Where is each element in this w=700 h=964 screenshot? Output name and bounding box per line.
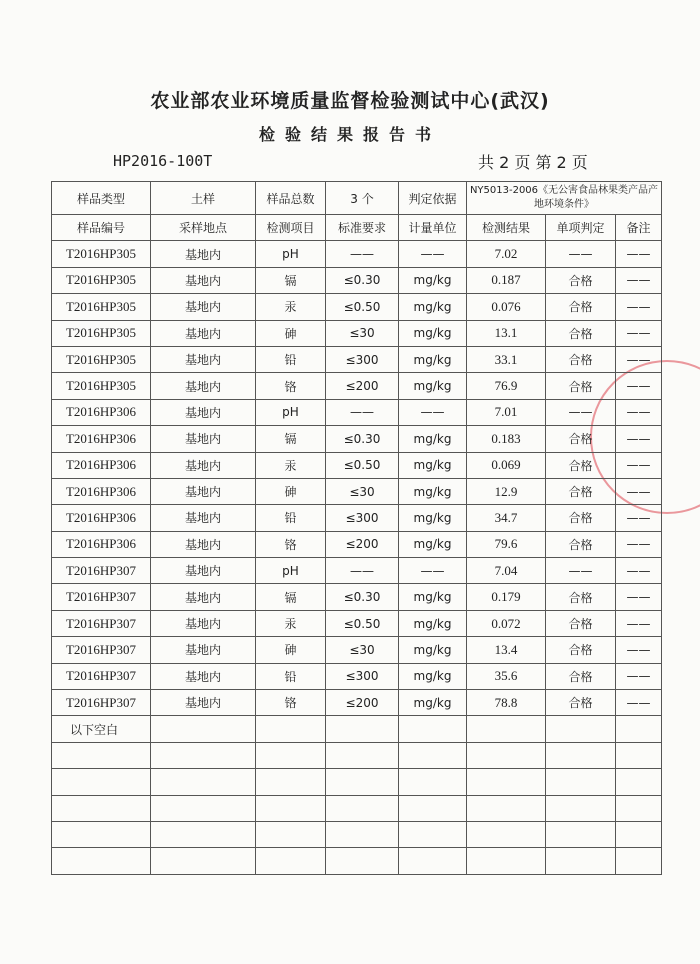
table-cell bbox=[399, 742, 467, 768]
table-cell: 汞 bbox=[256, 294, 326, 320]
table-cell: ≤30 bbox=[326, 320, 399, 346]
table-cell: 基地内 bbox=[151, 452, 256, 478]
header-row-1 bbox=[52, 182, 662, 215]
table-cell bbox=[326, 769, 399, 795]
table-cell: 镉 bbox=[256, 584, 326, 610]
table-cell: 合格 bbox=[546, 373, 616, 399]
table-cell: 基地内 bbox=[151, 267, 256, 293]
table-cell: 0.183 bbox=[467, 426, 546, 452]
results-table bbox=[51, 181, 662, 875]
empty-row bbox=[52, 769, 662, 795]
table-cell: mg/kg bbox=[399, 373, 467, 399]
table-cell: —— bbox=[616, 610, 662, 636]
table-cell bbox=[616, 848, 662, 874]
table-cell: 合格 bbox=[546, 505, 616, 531]
table-cell: T2016HP307 bbox=[52, 690, 151, 716]
table-cell: 砷 bbox=[256, 637, 326, 663]
table-cell bbox=[256, 769, 326, 795]
table-row bbox=[52, 558, 662, 584]
table-cell: mg/kg bbox=[399, 478, 467, 504]
table-cell: mg/kg bbox=[399, 663, 467, 689]
table-cell: —— bbox=[616, 346, 662, 372]
table-cell: 0.069 bbox=[467, 452, 546, 478]
table-cell: —— bbox=[546, 399, 616, 425]
table-cell: T2016HP305 bbox=[52, 241, 151, 267]
table-cell: 76.9 bbox=[467, 373, 546, 399]
table-cell: T2016HP306 bbox=[52, 531, 151, 557]
table-cell: 铬 bbox=[256, 690, 326, 716]
col-header: 标准要求 bbox=[326, 215, 399, 241]
page-info: 共 2 页 第 2 页 bbox=[478, 153, 588, 172]
table-cell: 基地内 bbox=[151, 505, 256, 531]
table-cell: T2016HP307 bbox=[52, 637, 151, 663]
table-cell: T2016HP306 bbox=[52, 399, 151, 425]
table-row bbox=[52, 373, 662, 399]
table-cell: 基地内 bbox=[151, 531, 256, 557]
table-cell: —— bbox=[616, 505, 662, 531]
table-cell bbox=[616, 716, 662, 742]
table-row bbox=[52, 505, 662, 531]
table-cell: ≤200 bbox=[326, 690, 399, 716]
table-cell: 基地内 bbox=[151, 373, 256, 399]
table-cell: mg/kg bbox=[399, 320, 467, 346]
sample-type-value: 土样 bbox=[151, 182, 256, 215]
table-cell: mg/kg bbox=[399, 452, 467, 478]
table-row bbox=[52, 637, 662, 663]
table-cell: 合格 bbox=[546, 426, 616, 452]
table-cell bbox=[546, 769, 616, 795]
table-cell: mg/kg bbox=[399, 610, 467, 636]
table-cell: —— bbox=[546, 241, 616, 267]
table-cell: pH bbox=[256, 241, 326, 267]
table-cell: ≤200 bbox=[326, 531, 399, 557]
blank-note: 以下空白 bbox=[52, 716, 151, 742]
table-cell: —— bbox=[616, 531, 662, 557]
table-cell: ≤0.30 bbox=[326, 584, 399, 610]
table-cell: mg/kg bbox=[399, 426, 467, 452]
table-cell: T2016HP306 bbox=[52, 452, 151, 478]
table-cell: —— bbox=[399, 241, 467, 267]
table-cell: 铅 bbox=[256, 346, 326, 372]
col-header: 备注 bbox=[616, 215, 662, 241]
table-cell: 合格 bbox=[546, 346, 616, 372]
table-cell: —— bbox=[616, 452, 662, 478]
table-cell bbox=[616, 795, 662, 821]
table-cell: ≤30 bbox=[326, 478, 399, 504]
org-title: 农业部农业环境质量监督检验测试中心(武汉) bbox=[150, 90, 550, 112]
table-cell: 7.01 bbox=[467, 399, 546, 425]
table-cell: 基地内 bbox=[151, 690, 256, 716]
table-cell bbox=[616, 821, 662, 847]
col-header: 检测结果 bbox=[467, 215, 546, 241]
table-cell bbox=[467, 769, 546, 795]
table-cell bbox=[399, 821, 467, 847]
table-cell: —— bbox=[616, 690, 662, 716]
table-cell: —— bbox=[326, 558, 399, 584]
basis-label: 判定依据 bbox=[399, 182, 467, 215]
table-cell: 基地内 bbox=[151, 558, 256, 584]
table-cell: T2016HP305 bbox=[52, 346, 151, 372]
table-cell bbox=[399, 769, 467, 795]
table-row bbox=[52, 346, 662, 372]
empty-row bbox=[52, 821, 662, 847]
table-cell bbox=[151, 848, 256, 874]
empty-row bbox=[52, 742, 662, 768]
table-cell: —— bbox=[616, 294, 662, 320]
table-row bbox=[52, 267, 662, 293]
report-number: HP2016-100T bbox=[113, 152, 213, 170]
table-cell: 33.1 bbox=[467, 346, 546, 372]
table-cell: 12.9 bbox=[467, 478, 546, 504]
table-cell: mg/kg bbox=[399, 531, 467, 557]
empty-row bbox=[52, 848, 662, 874]
table-cell bbox=[546, 821, 616, 847]
table-row bbox=[52, 294, 662, 320]
table-cell: 0.187 bbox=[467, 267, 546, 293]
table-cell: ≤30 bbox=[326, 637, 399, 663]
table-cell: ≤0.50 bbox=[326, 610, 399, 636]
col-header: 计量单位 bbox=[399, 215, 467, 241]
table-cell: 合格 bbox=[546, 452, 616, 478]
table-cell: —— bbox=[326, 399, 399, 425]
table-cell bbox=[399, 716, 467, 742]
table-cell bbox=[326, 795, 399, 821]
table-cell bbox=[52, 795, 151, 821]
table-cell: 合格 bbox=[546, 584, 616, 610]
table-cell bbox=[399, 795, 467, 821]
table-cell: 13.1 bbox=[467, 320, 546, 346]
table-cell: 基地内 bbox=[151, 399, 256, 425]
table-cell: ≤300 bbox=[326, 346, 399, 372]
table-cell: —— bbox=[616, 320, 662, 346]
table-cell: 基地内 bbox=[151, 663, 256, 689]
table-cell: —— bbox=[616, 267, 662, 293]
table-cell bbox=[151, 821, 256, 847]
table-cell bbox=[52, 769, 151, 795]
table-cell: 基地内 bbox=[151, 320, 256, 346]
table-cell bbox=[151, 716, 256, 742]
table-cell: 基地内 bbox=[151, 346, 256, 372]
table-row bbox=[52, 426, 662, 452]
table-cell bbox=[546, 742, 616, 768]
table-cell: ≤0.30 bbox=[326, 267, 399, 293]
table-cell: 基地内 bbox=[151, 294, 256, 320]
table-cell: 0.072 bbox=[467, 610, 546, 636]
table-cell: 砷 bbox=[256, 320, 326, 346]
table-cell: —— bbox=[616, 373, 662, 399]
table-cell: 34.7 bbox=[467, 505, 546, 531]
table-cell: —— bbox=[616, 241, 662, 267]
report-title: 检验结果报告书 bbox=[258, 125, 441, 144]
table-cell bbox=[151, 795, 256, 821]
table-row bbox=[52, 584, 662, 610]
table-cell: 合格 bbox=[546, 637, 616, 663]
table-cell: —— bbox=[546, 558, 616, 584]
table-cell: pH bbox=[256, 399, 326, 425]
table-cell: 汞 bbox=[256, 452, 326, 478]
sample-total-label: 样品总数 bbox=[256, 182, 326, 215]
table-cell: ≤0.30 bbox=[326, 426, 399, 452]
table-cell bbox=[546, 795, 616, 821]
table-cell bbox=[326, 742, 399, 768]
table-cell: T2016HP305 bbox=[52, 320, 151, 346]
table-cell: —— bbox=[616, 399, 662, 425]
col-header: 样品编号 bbox=[52, 215, 151, 241]
table-cell: 35.6 bbox=[467, 663, 546, 689]
table-cell: —— bbox=[616, 637, 662, 663]
table-cell: 镉 bbox=[256, 426, 326, 452]
table-cell bbox=[616, 769, 662, 795]
col-header: 检测项目 bbox=[256, 215, 326, 241]
table-cell: —— bbox=[326, 241, 399, 267]
table-cell: ≤0.50 bbox=[326, 294, 399, 320]
table-cell: T2016HP307 bbox=[52, 584, 151, 610]
col-header: 采样地点 bbox=[151, 215, 256, 241]
table-row bbox=[52, 320, 662, 346]
table-row bbox=[52, 452, 662, 478]
table-cell: 79.6 bbox=[467, 531, 546, 557]
table-cell: T2016HP306 bbox=[52, 505, 151, 531]
table-cell: mg/kg bbox=[399, 346, 467, 372]
table-cell: —— bbox=[616, 663, 662, 689]
table-cell: 13.4 bbox=[467, 637, 546, 663]
table-cell bbox=[52, 821, 151, 847]
table-cell: T2016HP305 bbox=[52, 373, 151, 399]
table-cell bbox=[256, 821, 326, 847]
table-cell: mg/kg bbox=[399, 294, 467, 320]
table-cell: 7.02 bbox=[467, 241, 546, 267]
table-cell: 合格 bbox=[546, 294, 616, 320]
table-cell: 合格 bbox=[546, 478, 616, 504]
table-cell bbox=[326, 716, 399, 742]
sample-total-value: 3 个 bbox=[326, 182, 399, 215]
header-row-2 bbox=[52, 215, 662, 241]
table-cell: mg/kg bbox=[399, 267, 467, 293]
table-row bbox=[52, 399, 662, 425]
table-cell: ≤0.50 bbox=[326, 452, 399, 478]
table-cell bbox=[616, 742, 662, 768]
table-cell bbox=[467, 795, 546, 821]
table-cell: 合格 bbox=[546, 610, 616, 636]
table-cell: mg/kg bbox=[399, 505, 467, 531]
table-row bbox=[52, 663, 662, 689]
table-cell: 铬 bbox=[256, 531, 326, 557]
table-cell bbox=[399, 848, 467, 874]
table-cell: ≤300 bbox=[326, 505, 399, 531]
table-cell: 基地内 bbox=[151, 584, 256, 610]
table-cell: 铅 bbox=[256, 663, 326, 689]
table-cell bbox=[256, 742, 326, 768]
table-cell: 基地内 bbox=[151, 610, 256, 636]
table-cell: —— bbox=[399, 558, 467, 584]
table-cell bbox=[52, 848, 151, 874]
table-cell bbox=[467, 716, 546, 742]
table-cell: 汞 bbox=[256, 610, 326, 636]
table-cell bbox=[326, 848, 399, 874]
table-cell: 基地内 bbox=[151, 478, 256, 504]
table-cell: 合格 bbox=[546, 320, 616, 346]
table-cell: mg/kg bbox=[399, 637, 467, 663]
blank-note-row bbox=[52, 716, 662, 742]
table-row bbox=[52, 478, 662, 504]
table-cell: 7.04 bbox=[467, 558, 546, 584]
table-cell: T2016HP306 bbox=[52, 478, 151, 504]
table-cell bbox=[151, 769, 256, 795]
table-cell: 砷 bbox=[256, 478, 326, 504]
table-cell: —— bbox=[616, 558, 662, 584]
sample-type-label: 样品类型 bbox=[52, 182, 151, 215]
col-header: 单项判定 bbox=[546, 215, 616, 241]
table-cell bbox=[256, 848, 326, 874]
table-cell bbox=[151, 742, 256, 768]
table-row bbox=[52, 241, 662, 267]
table-cell: —— bbox=[616, 584, 662, 610]
table-cell: 合格 bbox=[546, 531, 616, 557]
table-cell: ≤200 bbox=[326, 373, 399, 399]
table-cell: 铅 bbox=[256, 505, 326, 531]
table-row bbox=[52, 610, 662, 636]
table-cell: 合格 bbox=[546, 690, 616, 716]
table-cell bbox=[52, 742, 151, 768]
table-cell: 基地内 bbox=[151, 241, 256, 267]
table-cell: —— bbox=[399, 399, 467, 425]
table-cell: 合格 bbox=[546, 663, 616, 689]
table-cell bbox=[546, 848, 616, 874]
table-cell bbox=[467, 821, 546, 847]
basis-value: NY5013-2006《无公害食品林果类产品产地环境条件》 bbox=[467, 182, 662, 215]
table-row bbox=[52, 690, 662, 716]
table-cell: T2016HP306 bbox=[52, 426, 151, 452]
table-cell: 铬 bbox=[256, 373, 326, 399]
table-cell: 基地内 bbox=[151, 426, 256, 452]
table-cell bbox=[546, 716, 616, 742]
table-cell: T2016HP305 bbox=[52, 267, 151, 293]
table-cell: mg/kg bbox=[399, 584, 467, 610]
table-cell bbox=[256, 716, 326, 742]
table-row bbox=[52, 531, 662, 557]
table-cell: pH bbox=[256, 558, 326, 584]
table-cell: 0.076 bbox=[467, 294, 546, 320]
table-cell: T2016HP305 bbox=[52, 294, 151, 320]
table-cell: 78.8 bbox=[467, 690, 546, 716]
table-cell: T2016HP307 bbox=[52, 610, 151, 636]
table-cell: —— bbox=[616, 426, 662, 452]
table-cell bbox=[467, 848, 546, 874]
table-cell: 合格 bbox=[546, 267, 616, 293]
table-cell: T2016HP307 bbox=[52, 663, 151, 689]
table-cell: 基地内 bbox=[151, 637, 256, 663]
table-cell: mg/kg bbox=[399, 690, 467, 716]
table-cell: —— bbox=[616, 478, 662, 504]
empty-row bbox=[52, 795, 662, 821]
table-cell: ≤300 bbox=[326, 663, 399, 689]
table-cell: 0.179 bbox=[467, 584, 546, 610]
table-cell bbox=[326, 821, 399, 847]
table-cell: 镉 bbox=[256, 267, 326, 293]
table-cell: T2016HP307 bbox=[52, 558, 151, 584]
table-cell bbox=[467, 742, 546, 768]
table-cell bbox=[256, 795, 326, 821]
